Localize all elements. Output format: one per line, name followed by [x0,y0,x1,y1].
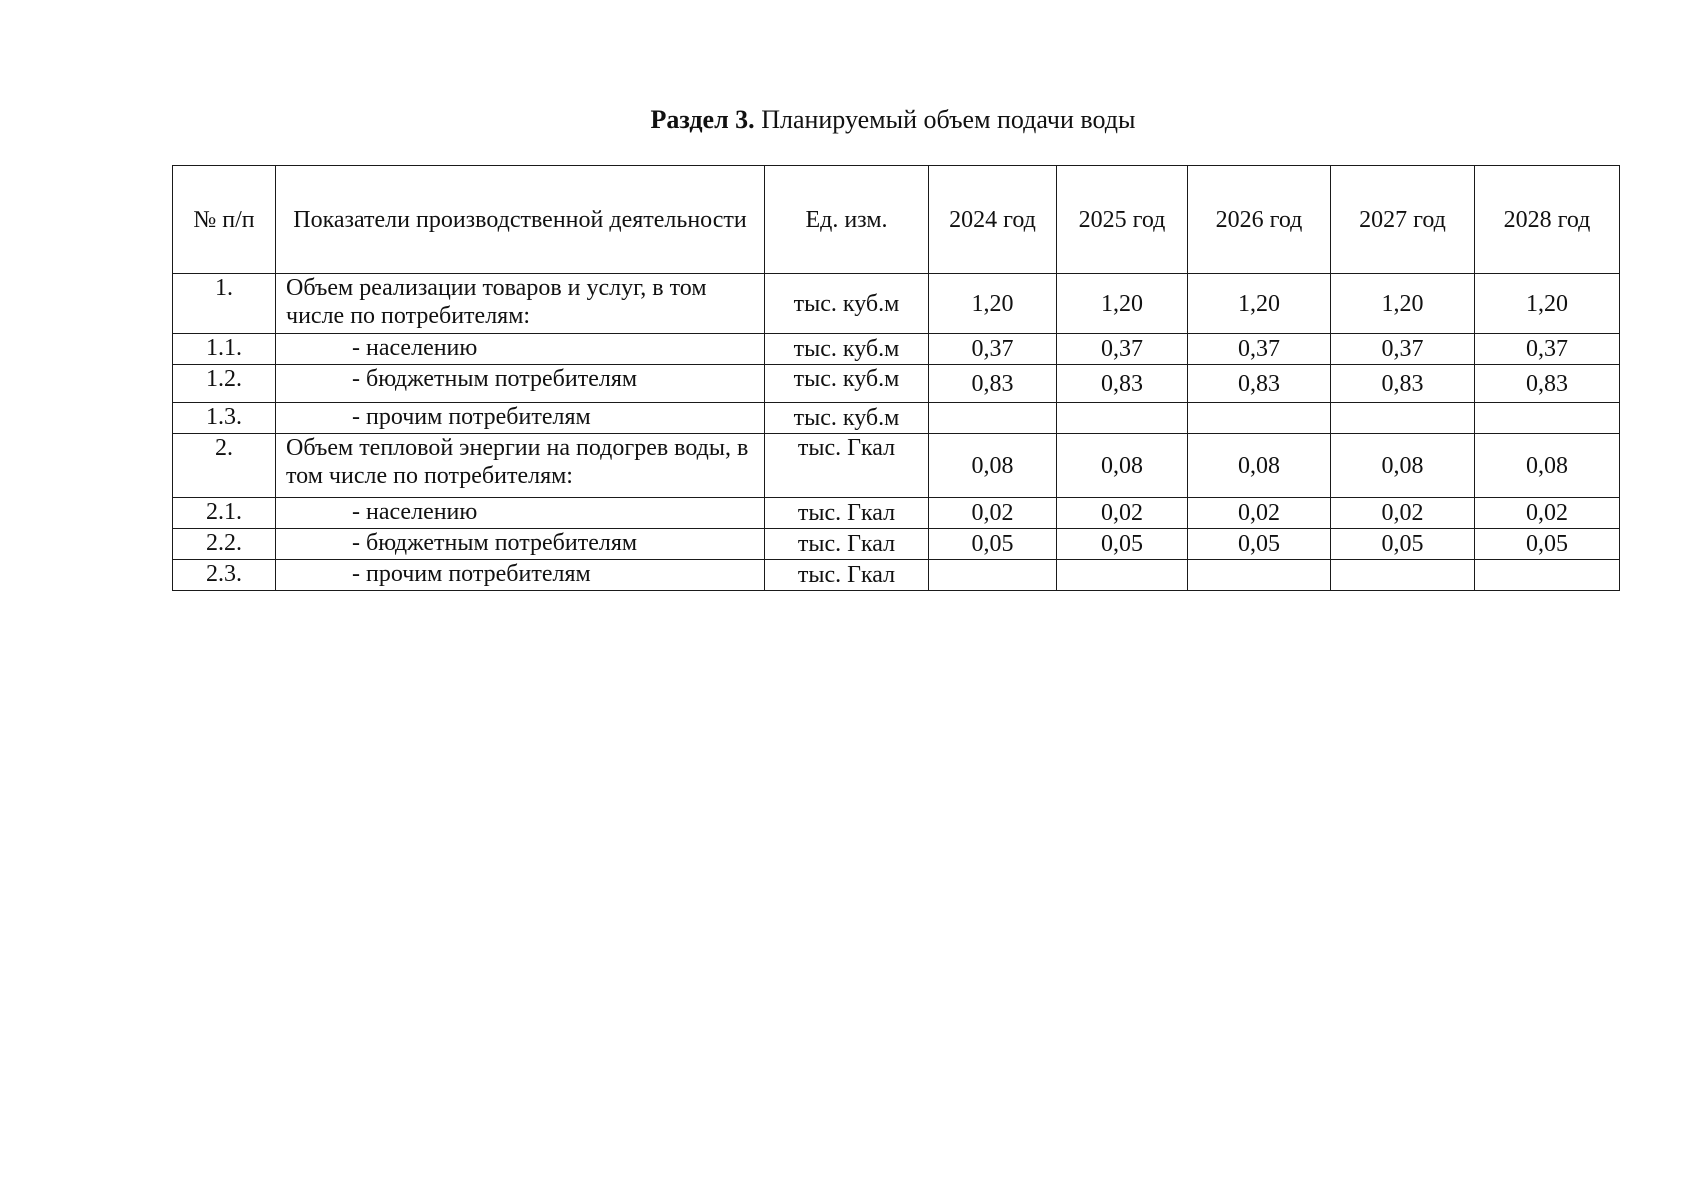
row-value-2028 [1475,403,1620,434]
row-value-2026: 0,37 [1188,334,1331,365]
section-heading-number: Раздел 3. [650,105,755,134]
row-value-2028: 1,20 [1475,274,1620,334]
row-num: 1.3. [173,403,276,434]
row-value-2027: 0,02 [1331,498,1475,529]
row-num: 1. [173,274,276,334]
header-year-2025: 2025 год [1057,166,1188,274]
row-value-2027: 1,20 [1331,274,1475,334]
header-year-2028: 2028 год [1475,166,1620,274]
row-value-2028: 0,83 [1475,365,1620,403]
row-num: 1.1. [173,334,276,365]
row-value-2024: 0,08 [929,434,1057,498]
row-num: 2.3. [173,560,276,591]
row-value-2026: 0,05 [1188,529,1331,560]
header-indicator: Показатели производственной деятельности [276,166,765,274]
header-year-2027: 2027 год [1331,166,1475,274]
row-value-2028 [1475,560,1620,591]
row-indicator: Объем реализации товаров и услуг, в том числе по потребителям: [276,274,765,334]
table-row [173,560,1620,591]
row-indicator: - прочим потребителям [276,560,765,591]
row-value-2026 [1188,403,1331,434]
section-heading [0,104,1706,136]
table-row [173,274,1620,334]
table-row [173,434,1620,498]
row-indicator: - прочим потребителям [276,403,765,434]
row-value-2025: 0,83 [1057,365,1188,403]
table-row [173,498,1620,529]
row-num: 2. [173,434,276,498]
row-value-2026: 0,08 [1188,434,1331,498]
header-num: № п/п [173,166,276,274]
row-unit: тыс. Гкал [765,498,929,529]
row-value-2028: 0,02 [1475,498,1620,529]
row-num: 2.2. [173,529,276,560]
row-value-2027: 0,08 [1331,434,1475,498]
row-value-2028: 0,05 [1475,529,1620,560]
row-unit: тыс. куб.м [765,365,929,403]
row-indicator: - населению [276,334,765,365]
row-value-2026: 1,20 [1188,274,1331,334]
table-header-row [173,166,1620,274]
row-value-2024 [929,560,1057,591]
row-unit: тыс. Гкал [765,529,929,560]
row-value-2025: 0,05 [1057,529,1188,560]
row-value-2024: 0,02 [929,498,1057,529]
row-value-2024: 1,20 [929,274,1057,334]
row-unit: тыс. куб.м [765,403,929,434]
row-value-2024 [929,403,1057,434]
row-value-2025: 0,02 [1057,498,1188,529]
row-value-2025: 0,08 [1057,434,1188,498]
row-value-2025: 1,20 [1057,274,1188,334]
table-row [173,529,1620,560]
row-value-2027: 0,83 [1331,365,1475,403]
row-value-2026 [1188,560,1331,591]
header-unit: Ед. изм. [765,166,929,274]
section-heading-title: Планируемый объем подачи воды [754,105,1136,134]
row-value-2025 [1057,403,1188,434]
row-value-2024: 0,83 [929,365,1057,403]
row-value-2027: 0,37 [1331,334,1475,365]
row-value-2027: 0,05 [1331,529,1475,560]
row-indicator: - бюджетным потребителям [276,529,765,560]
water-supply-table [172,165,1620,591]
row-value-2024: 0,37 [929,334,1057,365]
table-row [173,403,1620,434]
row-value-2026: 0,83 [1188,365,1331,403]
row-value-2025: 0,37 [1057,334,1188,365]
row-value-2028: 0,08 [1475,434,1620,498]
row-indicator: - бюджетным потребителям [276,365,765,403]
header-year-2026: 2026 год [1188,166,1331,274]
row-num: 2.1. [173,498,276,529]
row-unit: тыс. Гкал [765,434,929,498]
header-year-2024: 2024 год [929,166,1057,274]
row-value-2027 [1331,560,1475,591]
table-row [173,365,1620,403]
row-num: 1.2. [173,365,276,403]
row-value-2026: 0,02 [1188,498,1331,529]
table-row [173,334,1620,365]
row-unit: тыс. Гкал [765,560,929,591]
row-value-2028: 0,37 [1475,334,1620,365]
row-unit: тыс. куб.м [765,274,929,334]
row-indicator: - населению [276,498,765,529]
row-unit: тыс. куб.м [765,334,929,365]
row-indicator: Объем тепловой энергии на подогрев воды, в том числе по потребителям: [276,434,765,498]
row-value-2024: 0,05 [929,529,1057,560]
row-value-2025 [1057,560,1188,591]
row-value-2027 [1331,403,1475,434]
